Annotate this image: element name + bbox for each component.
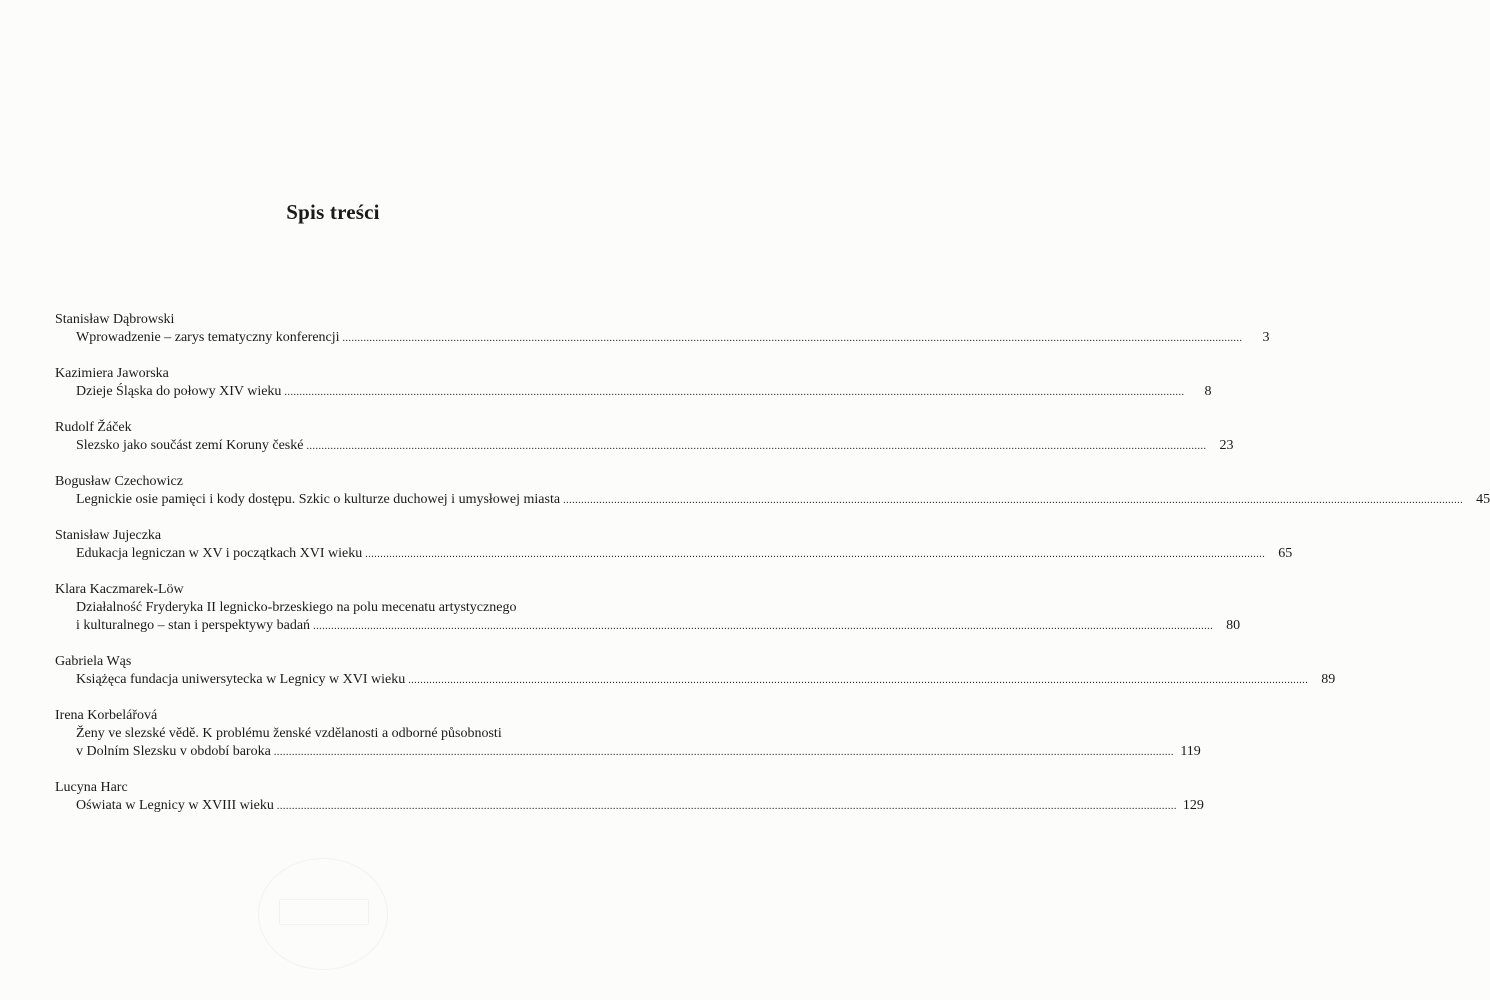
toc-entry-author: Bogusław Czechowicz: [55, 474, 183, 489]
toc-entry: [55, 707, 1201, 761]
dot-leader: ............................................................................................................................................................................................................................................................................................................: [342, 333, 1243, 344]
toc-entry: [55, 311, 1270, 347]
toc-entry: [55, 779, 1204, 815]
toc-entry-title: Slezsko jako součást zemí Koruny české: [76, 438, 304, 453]
toc-entry: [55, 365, 1212, 401]
toc-entry-page-number: 65: [1278, 546, 1293, 561]
toc-entry-author: Stanisław Jujeczka: [55, 528, 162, 543]
toc-entry-author: Irena Korbelářová: [55, 708, 158, 723]
toc-entry-page-number: 80: [1226, 618, 1241, 633]
toc-entry-title-line: [55, 437, 1234, 455]
dot-leader: ............................................................................................................................................................................................................................................................................................................: [563, 495, 1464, 506]
toc-entry-author: Lucyna Harc: [55, 780, 128, 795]
toc-entry-title: Działalność Fryderyka II legnicko-brzeskiego na polu mecenatu artystycznego: [76, 600, 517, 615]
dot-leader: ............................................................................................................................................................................................................................................................................................................: [408, 675, 1309, 686]
toc-entry: [55, 527, 1293, 563]
toc-entry-title-line: [55, 743, 1201, 761]
library-stamp-label-box: [279, 899, 369, 925]
dot-leader: ............................................................................................................................................................................................................................................................................................................: [313, 621, 1214, 632]
dot-leader: ............................................................................................................................................................................................................................................................................................................: [273, 747, 1174, 758]
toc-entry: [55, 653, 1336, 689]
toc-entry-author: Rudolf Žáček: [55, 420, 132, 435]
toc-entry: [55, 473, 1490, 509]
toc-entry-page-number: 8: [1204, 384, 1212, 399]
toc-entry-title-line: [55, 329, 1270, 347]
dot-leader: ............................................................................................................................................................................................................................................................................................................: [276, 801, 1177, 812]
toc-entry-page-number: 89: [1321, 672, 1336, 687]
toc-entry-title-line: [55, 491, 1490, 509]
toc-entry-author: Klara Kaczmarek-Löw: [55, 582, 184, 597]
library-stamp-watermark: [258, 858, 388, 970]
toc-entry-page-number: 3: [1262, 330, 1270, 345]
toc-entry-title-line: [55, 797, 1204, 815]
toc-entry-page-number: 119: [1180, 744, 1201, 759]
table-of-contents: [55, 311, 1490, 833]
toc-entry-title: Dzieje Śląska do połowy XIV wieku: [76, 384, 282, 399]
toc-entry-title: Ženy ve slezské vědě. K problému ženské vzdělanosti a odborné působnosti: [76, 726, 502, 741]
toc-entry-title: Edukacja legniczan w XV i początkach XVI wieku: [76, 546, 363, 561]
dot-leader: ............................................................................................................................................................................................................................................................................................................: [284, 387, 1185, 398]
toc-entry: [55, 581, 1241, 635]
toc-entry-title: Wprowadzenie – zarys tematyczny konferencji: [76, 330, 340, 345]
toc-entry-title: i kulturalnego – stan i perspektywy badań: [76, 618, 311, 633]
toc-entry-page-number: 129: [1182, 798, 1204, 813]
toc-entry-title-line: [55, 383, 1212, 401]
dot-leader: ............................................................................................................................................................................................................................................................................................................: [365, 549, 1266, 560]
toc-entry-author: Stanisław Dąbrowski: [55, 312, 175, 327]
toc-entry-author: Gabriela Wąs: [55, 654, 132, 669]
toc-entry-title-line: [55, 545, 1293, 563]
toc-entry-author: Kazimiera Jaworska: [55, 366, 169, 381]
toc-entry-title-line: [55, 671, 1336, 689]
toc-entry-title: Oświata w Legnicy w XVIII wieku: [76, 798, 274, 813]
page-title: Spis treści: [286, 200, 380, 224]
toc-entry-title-line: [55, 617, 1241, 635]
dot-leader: ............................................................................................................................................................................................................................................................................................................: [306, 441, 1207, 452]
toc-entry-page-number: 45: [1476, 492, 1490, 507]
toc-entry-title: Legnickie osie pamięci i kody dostępu. Szkic o kulturze duchowej i umysłowej miasta: [76, 492, 561, 507]
toc-entry-title: v Dolním Slezsku v období baroka: [76, 744, 271, 759]
toc-entry: [55, 419, 1234, 455]
toc-entry-title: Książęca fundacja uniwersytecka w Legnicy w XVI wieku: [76, 672, 406, 687]
toc-entry-page-number: 23: [1219, 438, 1234, 453]
